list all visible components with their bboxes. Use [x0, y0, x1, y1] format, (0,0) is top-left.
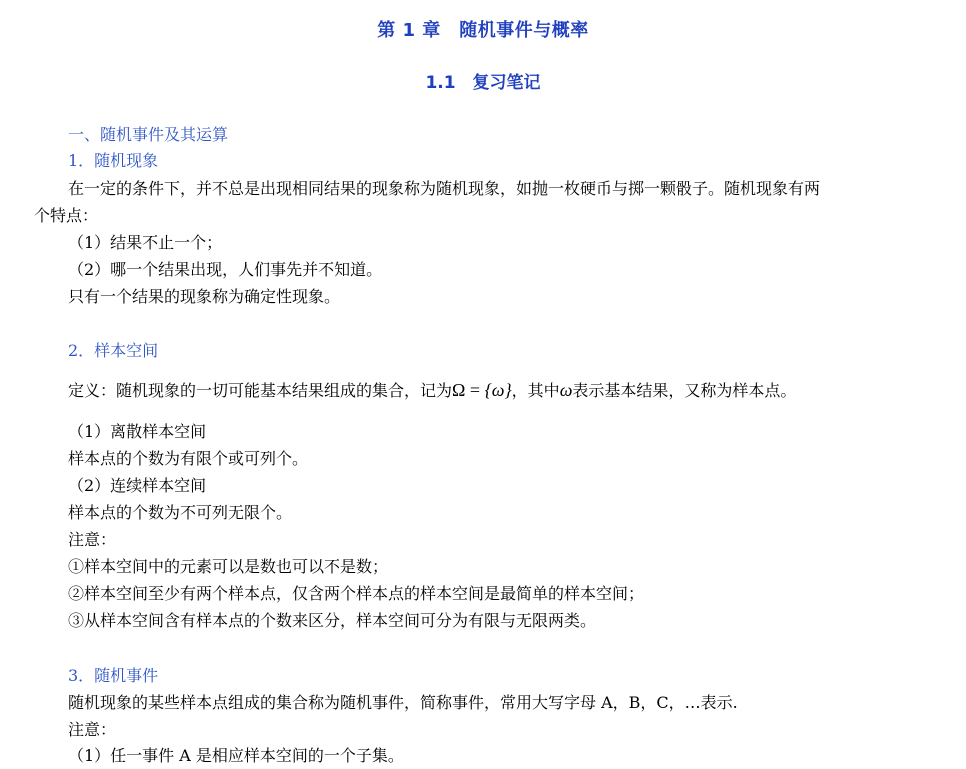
sub2-item2: （2）连续样本空间: [68, 476, 207, 495]
omega-symbol: Ω: [452, 380, 466, 400]
sub1-para-line1: 在一定的条件下，并不总是出现相同结果的现象称为随机现象，如抛一枚硬币与掷一颗骰子。随机现象有两: [68, 179, 821, 198]
sub3-note-label: 注意：: [68, 720, 117, 739]
def-suffix: 表示基本结果，又称为样本点。: [572, 381, 797, 400]
sub1-heading: 1．随机现象: [68, 151, 159, 170]
sub1-item1: （1）结果不止一个；: [68, 233, 223, 252]
sub3-definition: 随机现象的某些样本点组成的集合称为随机事件，简称事件，常用大写字母 A，B，C，…表示.: [68, 693, 738, 712]
omega-set: {ω}: [484, 380, 512, 400]
sub1-para-line2: 个特点：: [34, 206, 99, 225]
sub2-definition: [68, 379, 796, 402]
sub1-note: 只有一个结果的现象称为确定性现象。: [68, 287, 341, 306]
def-mid: ，其中: [511, 381, 560, 400]
omega-point-symbol: ω: [559, 380, 573, 400]
sub2-heading: 2．样本空间: [68, 341, 159, 360]
sub2-note3: ③从样本空间含有样本点的个数来区分，样本空间可分为有限与无限两类。: [68, 611, 597, 630]
def-prefix: 定义：随机现象的一切可能基本结果组成的集合，记为: [68, 381, 453, 400]
sub2-note2: ②样本空间至少有两个样本点，仅含两个样本点的样本空间是最简单的样本空间；: [68, 584, 645, 603]
sub1-item2: （2）哪一个结果出现，人们事先并不知道。: [68, 260, 383, 279]
heading-one: 一、随机事件及其运算: [68, 125, 229, 144]
sub3-item1: （1）任一事件 A 是相应样本空间的一个子集。: [68, 746, 404, 765]
sub2-item1-desc: 样本点的个数为有限个或可列个。: [68, 449, 309, 468]
equals-sign: =: [465, 380, 485, 400]
sub2-item2-desc: 样本点的个数为不可列无限个。: [68, 503, 293, 522]
sub2-note1: ①样本空间中的元素可以是数也可以不是数；: [68, 557, 389, 576]
section-title: 1.1 复习笔记: [425, 73, 541, 93]
sub2-note-label: 注意：: [68, 530, 117, 549]
sub3-heading: 3．随机事件: [68, 666, 159, 685]
chapter-title: 第 1 章 随机事件与概率: [377, 20, 589, 41]
sub2-item1: （1）离散样本空间: [68, 422, 207, 441]
